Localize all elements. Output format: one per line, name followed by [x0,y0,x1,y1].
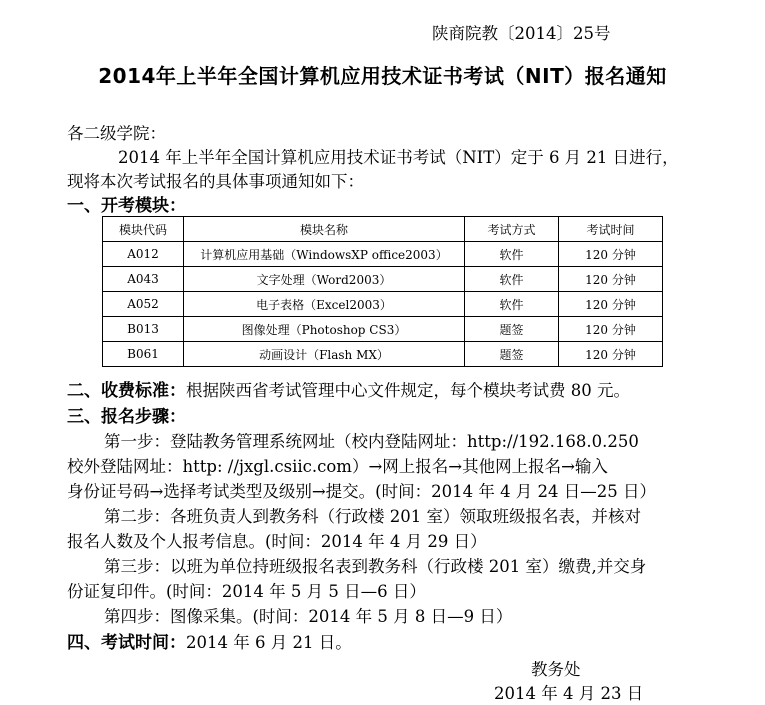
addressee: 各二级学院： [67,124,166,143]
section-heading-modules: 一、开考模块： [67,196,186,216]
exam-time-text: 2014 年 6 月 21 日。 [186,633,352,652]
step4-line: 第四步：图像采集。(时间：2014 年 5 月 8 日—9 日） [104,607,513,626]
section-heading-fees: 二、收费标准： [67,381,186,401]
section-heading-steps: 三、报名步骤： [67,407,186,427]
intro-line-1: 2014 年上半年全国计算机应用技术证书考试（NIT）定于 6 月 21 日进行， [118,148,679,167]
table-cell: 120 分钟 [559,242,663,267]
table-cell: 120 分钟 [559,267,663,292]
table-cell: A043 [103,267,184,292]
table-cell: 120 分钟 [559,342,663,367]
table-row [103,242,663,267]
fee-text: 根据陕西省考试管理中心文件规定，每个模块考试费 80 元。 [186,381,630,400]
table-cell: 120 分钟 [559,317,663,342]
table-row [103,267,663,292]
column-header: 模块名称 [184,217,465,242]
table-row [103,292,663,317]
table-cell: B013 [103,317,184,342]
table-cell: 动画设计（Flash MX） [184,342,465,367]
column-header: 考试方式 [465,217,559,242]
table-cell: B061 [103,342,184,367]
fee-paragraph [67,376,630,401]
column-header: 模块代码 [103,217,184,242]
table-cell: A012 [103,242,184,267]
step3-line-2: 份证复印件。(时间：2014 年 5 月 5 日—6 日） [67,582,426,601]
table-row [103,317,663,342]
table-cell: 图像处理（Photoshop CS3） [184,317,465,342]
table-cell: 软件 [465,242,559,267]
intro-line-2: 现将本次考试报名的具体事项通知如下： [67,172,364,191]
table-cell: 题签 [465,342,559,367]
table-row [103,342,663,367]
table-cell: 电子表格（Excel2003） [184,292,465,317]
page-title: 2014年上半年全国计算机应用技术证书考试（NIT）报名通知 [98,64,667,88]
table-cell: 120 分钟 [559,292,663,317]
modules-table [102,216,663,367]
table-cell: 计算机应用基础（WindowsXP office2003） [184,242,465,267]
signature-office: 教务处 [531,660,581,679]
table-cell: A052 [103,292,184,317]
step1-line-1: 第一步：登陆教务管理系统网址（校内登陆网址：http://192.168.0.250 [104,432,639,451]
step1-line-3: 身份证号码→选择考试类型及级别→提交。(时间：2014 年 4 月 24 日—25 日） [67,482,657,501]
exam-time-paragraph [67,628,352,653]
column-header: 考试时间 [559,217,663,242]
table-cell: 软件 [465,292,559,317]
table-cell: 文字处理（Word2003） [184,267,465,292]
step1-line-2: 校外登陆网址：http: //jxgl.csiic.com）→网上报名→其他网上报名→输入 [67,457,608,476]
section-heading-exam-time: 四、考试时间： [67,633,186,653]
signature-date: 2014 年 4 月 23 日 [494,684,644,703]
table-cell: 题签 [465,317,559,342]
step3-line-1: 第三步：以班为单位持班级报名表到教务科（行政楼 201 室）缴费,并交身 [104,557,647,576]
step2-line-2: 报名人数及个人报考信息。(时间：2014 年 4 月 29 日） [67,532,487,551]
document-number: 陕商院教〔2014〕25号 [432,24,611,43]
table-cell: 软件 [465,267,559,292]
step2-line-1: 第二步：各班负责人到教务科（行政楼 201 室）领取班级报名表，并核对 [104,507,641,526]
table-header-row [103,217,663,242]
